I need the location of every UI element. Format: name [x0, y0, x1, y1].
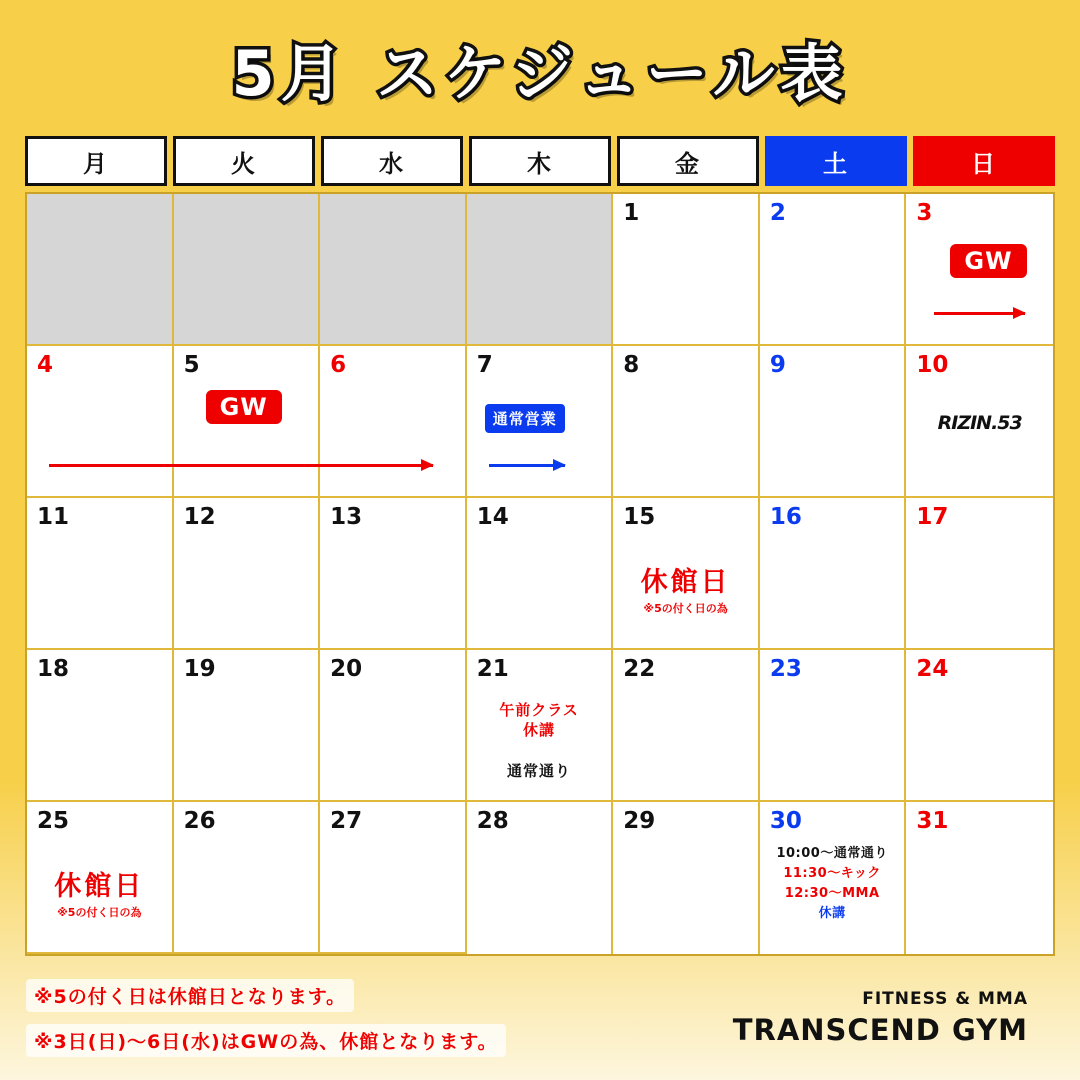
schedule-line: 11:30〜キック [783, 866, 881, 882]
calendar-day-cell [760, 650, 907, 802]
calendar-day-cell [467, 498, 614, 650]
calendar-day-cell [27, 802, 174, 954]
day-number: 9 [769, 352, 786, 378]
day-number: 1 [623, 200, 640, 226]
calendar-day-cell [27, 498, 174, 650]
day-number: 14 [476, 504, 509, 530]
day-number: 15 [623, 504, 656, 530]
calendar-day-cell [613, 802, 760, 954]
page-title-area [0, 0, 1080, 136]
calendar-day-cell [613, 498, 760, 650]
day-number: 21 [476, 656, 509, 682]
closed-day-reason: ※5の付く日の為 [57, 906, 142, 919]
day-number: 16 [769, 504, 802, 530]
calendar-day-cell [174, 802, 321, 954]
calendar-day-cell [613, 346, 760, 498]
page-title: 5月 スケジュール表 [231, 36, 849, 110]
day-number: 13 [330, 504, 363, 530]
calendar-day-cell [906, 650, 1053, 802]
weekday-header-sun: 日 [913, 136, 1055, 186]
gw-badge: GW [950, 244, 1026, 278]
day-number: 29 [623, 808, 656, 834]
day-number: 7 [476, 352, 493, 378]
calendar-day-cell [760, 498, 907, 650]
footer [0, 955, 1080, 1080]
normal-business-arrow [489, 464, 566, 467]
day-number: 30 [769, 808, 802, 834]
day-number: 8 [623, 352, 640, 378]
calendar-day-cell [906, 802, 1053, 954]
gw-arrow-row2 [49, 464, 433, 467]
rizin-event-logo: RIZIN.53 [937, 412, 1022, 434]
calendar-day-cell [467, 650, 614, 802]
calendar-header-row [25, 136, 1055, 186]
normal-business-badge: 通常営業 [485, 404, 565, 433]
day-number: 11 [37, 504, 70, 530]
footer-note-1: ※5の付く日は休館日となります。 [26, 979, 354, 1012]
brand-subtitle: FITNESS & MMA [862, 988, 1028, 1009]
schedule-line: 休講 [818, 906, 846, 922]
weekday-header-fri: 金 [617, 136, 759, 186]
calendar-day-cell [906, 194, 1053, 346]
footer-notes [26, 979, 506, 1057]
weekday-header-tue: 火 [173, 136, 315, 186]
calendar-day-cell [27, 650, 174, 802]
calendar-grid [25, 192, 1055, 956]
day-number: 10 [916, 352, 949, 378]
schedule-line: 12:30〜MMA [784, 886, 880, 902]
day-number: 22 [623, 656, 656, 682]
calendar-day-cell [320, 802, 467, 954]
calendar-day-cell [613, 650, 760, 802]
footer-note-2: ※3日(日)〜6日(水)はGWの為、休館となります。 [26, 1024, 506, 1057]
closed-day-note [613, 560, 758, 616]
calendar-day-cell [320, 650, 467, 802]
calendar-cell-empty [467, 194, 614, 346]
day-number: 18 [37, 656, 70, 682]
calendar-day-cell [27, 346, 174, 498]
calendar-day-cell [906, 498, 1053, 650]
day-number: 3 [916, 200, 933, 226]
calendar-day-cell [174, 498, 321, 650]
gw-badge: GW [206, 390, 282, 424]
calendar-day-cell [174, 346, 321, 498]
day-number: 27 [330, 808, 363, 834]
normal-schedule-note: 通常通り [506, 762, 571, 780]
schedule-line: 10:00〜通常通り [776, 846, 888, 861]
day-number: 4 [37, 352, 54, 378]
day-number: 12 [183, 504, 216, 530]
calendar-cell-empty [174, 194, 321, 346]
calendar-day-cell [760, 802, 907, 954]
calendar-day-cell [174, 650, 321, 802]
closed-day-title: 休館日 [640, 567, 731, 598]
calendar-day-cell [906, 346, 1053, 498]
weekday-header-thu: 木 [469, 136, 611, 186]
day-number: 5 [183, 352, 200, 378]
calendar-day-cell [613, 194, 760, 346]
day-number: 25 [37, 808, 70, 834]
brand-logo [733, 989, 1028, 1047]
closed-day-note [27, 864, 172, 920]
calendar-day-cell [320, 346, 467, 498]
day-number: 26 [183, 808, 216, 834]
calendar-cell-empty [320, 194, 467, 346]
day-number: 23 [769, 656, 802, 682]
day-number: 31 [916, 808, 949, 834]
day-schedule-list [760, 844, 905, 925]
calendar-day-cell [467, 346, 614, 498]
calendar-day-cell [320, 498, 467, 650]
day-number: 6 [330, 352, 347, 378]
closed-day-reason: ※5の付く日の為 [643, 602, 728, 615]
calendar-day-cell [467, 802, 614, 954]
brand-name: TRANSCEND GYM [732, 1012, 1028, 1047]
closed-day-title: 休館日 [54, 871, 145, 902]
weekday-header-wed: 水 [321, 136, 463, 186]
day-number: 28 [476, 808, 509, 834]
weekday-header-mon: 月 [25, 136, 167, 186]
calendar-day-cell [760, 194, 907, 346]
gw-arrow-row1 [934, 312, 1025, 315]
day-number: 2 [769, 200, 786, 226]
day-number: 17 [916, 504, 949, 530]
day-number: 20 [330, 656, 363, 682]
calendar-day-cell [760, 346, 907, 498]
day-number: 24 [916, 656, 949, 682]
calendar-cell-empty [27, 194, 174, 346]
calendar [25, 136, 1055, 956]
weekday-header-sat: 土 [765, 136, 907, 186]
class-cancel-note: 午前クラス 休講 [499, 701, 579, 740]
day-number: 19 [183, 656, 216, 682]
